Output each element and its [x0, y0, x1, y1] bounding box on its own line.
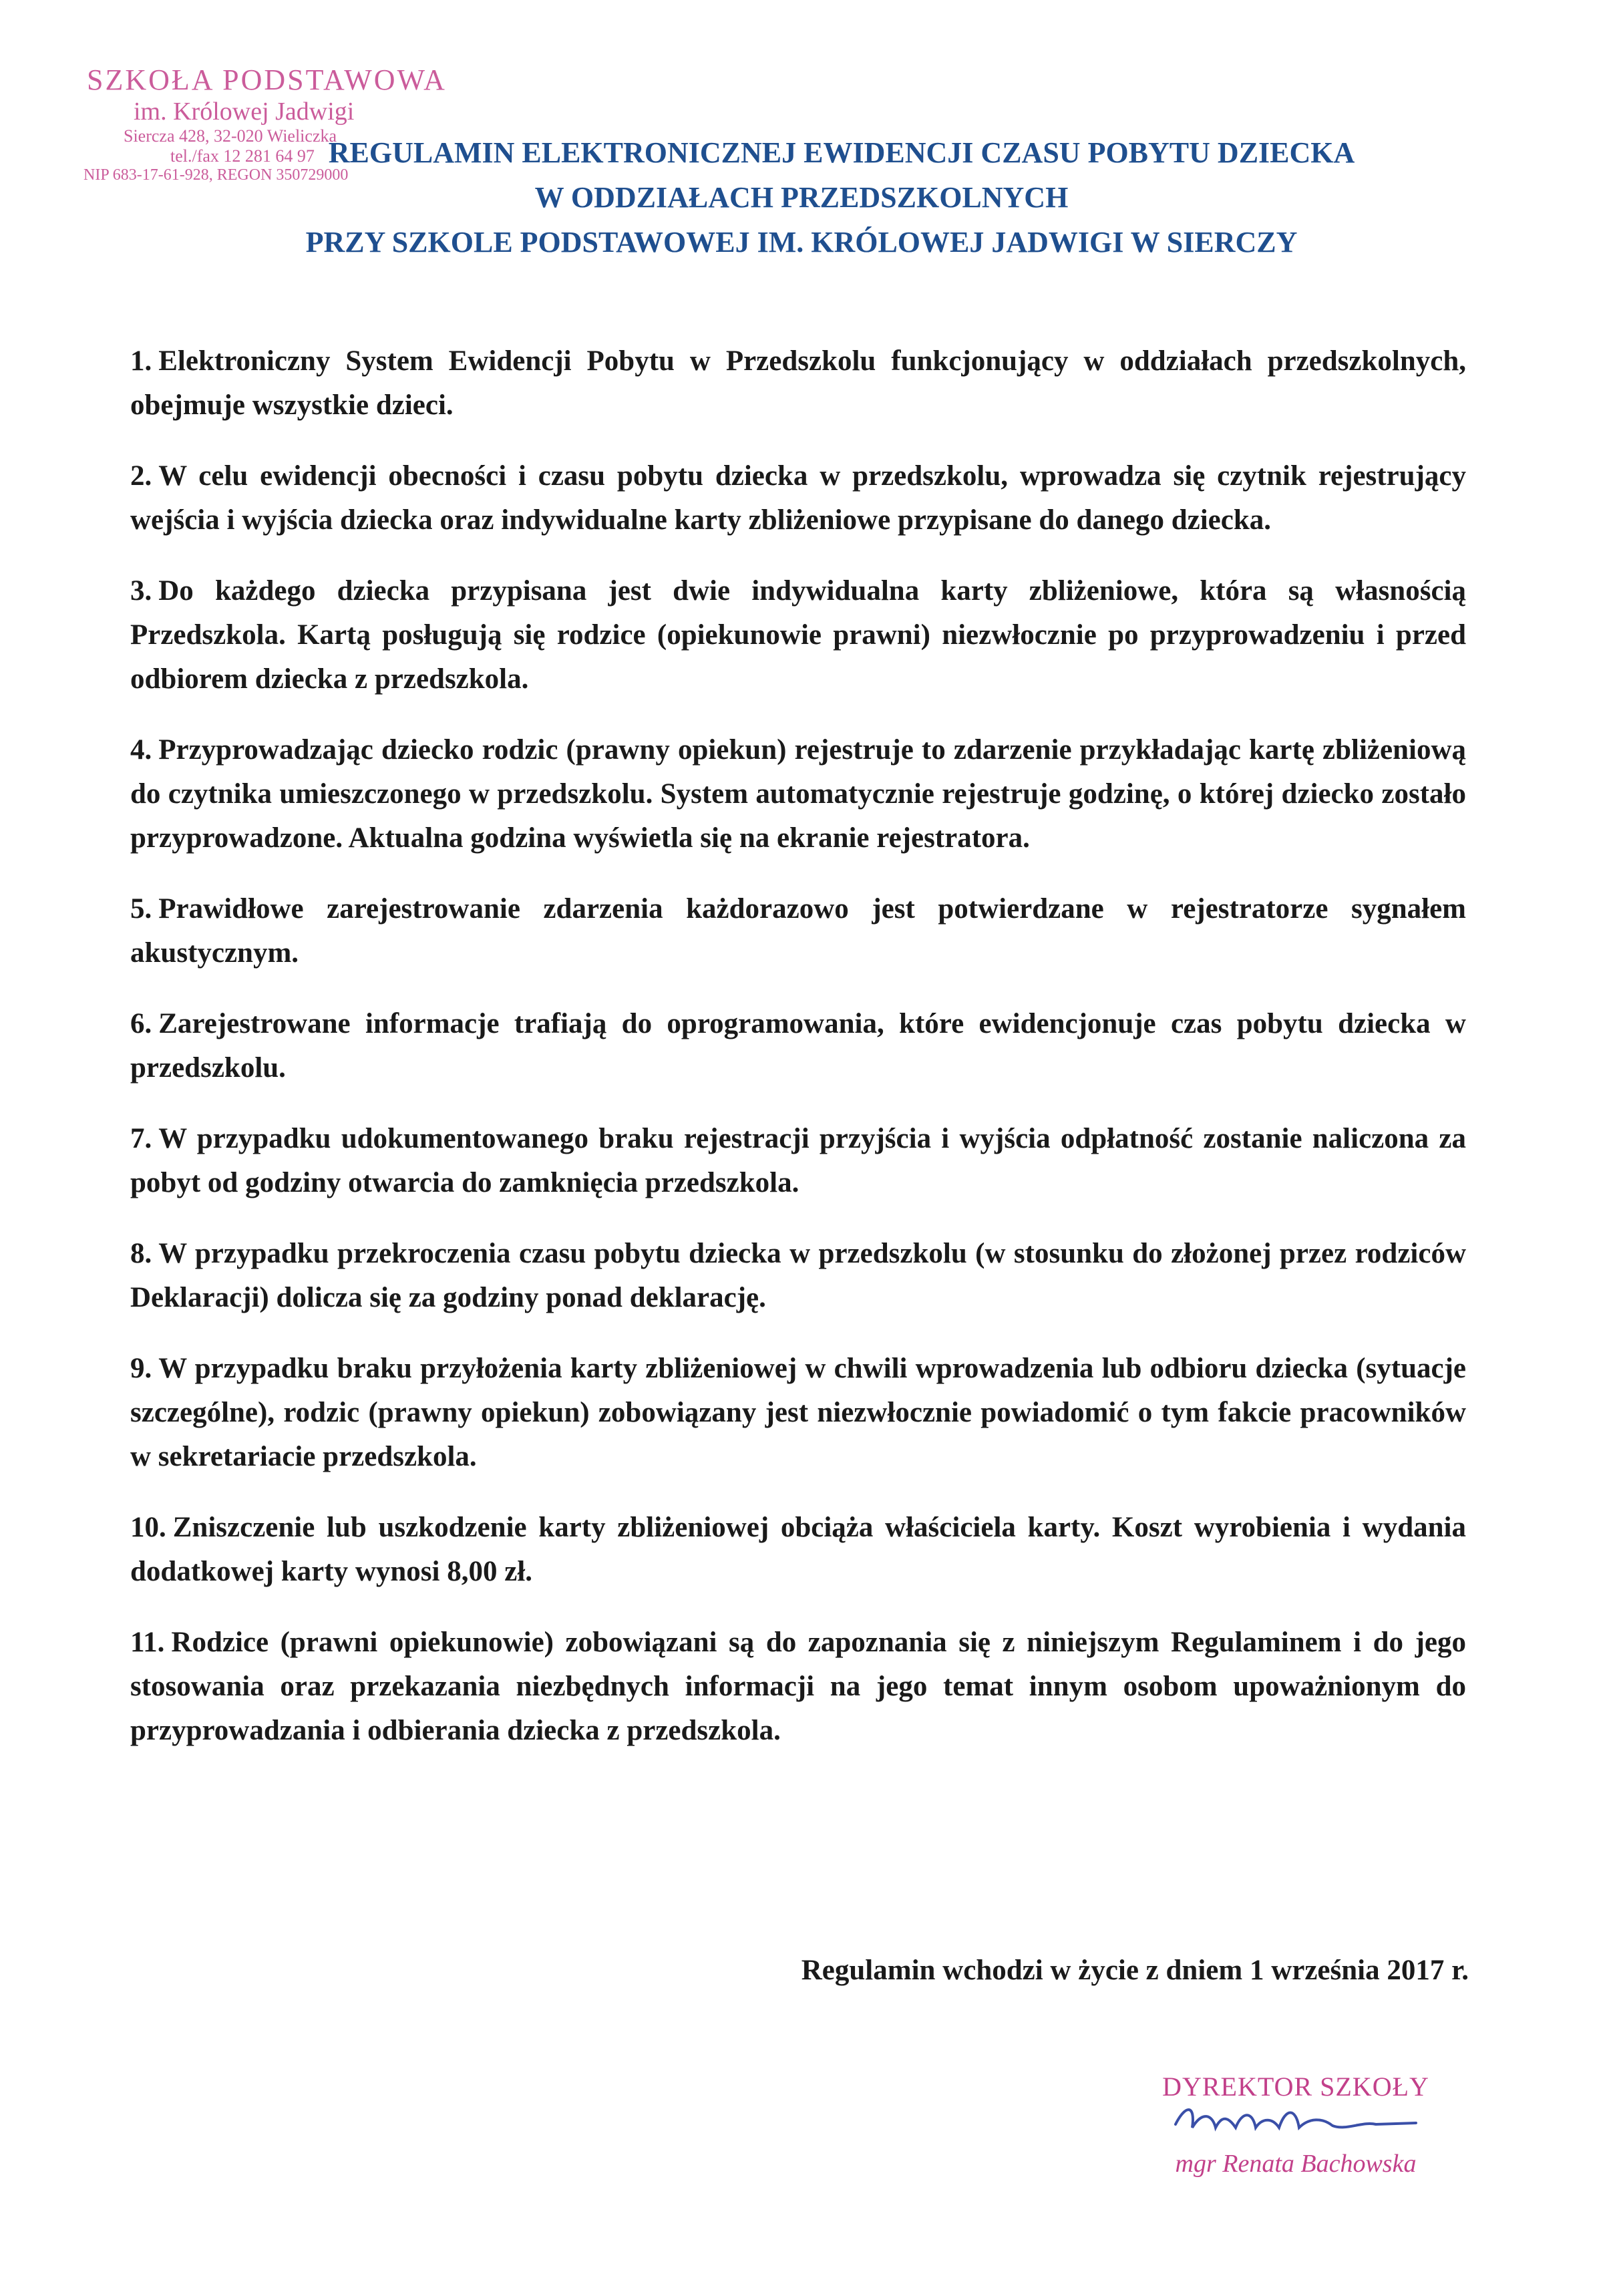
item-number: 2. — [130, 460, 152, 492]
regulation-item — [130, 339, 1466, 428]
title-line-3: PRZY SZKOLE PODSTAWOWEJ IM. KRÓLOWEJ JADWIGI W SIERCZY — [305, 226, 1298, 259]
document-title — [134, 130, 1469, 265]
item-text: Do każdego dziecka przypisana jest dwie indywidualna karty zbliżeniowe, która są własnością Przedszkola. Kartą posługują się rodzice (opiekunowie prawni) niezwłocznie po przyprowadzeniu i przed odbiorem dziecka z przedszkola. — [130, 575, 1466, 695]
stamp-phone: tel./fax 12 281 64 97 — [170, 146, 315, 166]
item-number: 6. — [130, 1008, 152, 1039]
regulation-item — [130, 887, 1466, 975]
item-number: 8. — [130, 1238, 152, 1269]
item-text: Elektroniczny System Ewidencji Pobytu w Przedszkolu funkcjonujący w oddziałach przedszkolnych, obejmuje wszystkie dzieci. — [130, 345, 1466, 421]
signature-name: mgr Renata Bachowska — [1175, 2150, 1417, 2178]
stamp-patron: im. Królowej Jadwigi — [134, 97, 355, 126]
item-number: 1. — [130, 345, 152, 377]
stamp-school-name: SZKOŁA PODSTAWOWA — [87, 63, 447, 96]
item-text: W przypadku braku przyłożenia karty zbliżeniowej w chwili wprowadzenia lub odbioru dziecka (sytuacje szczególne), rodzic (prawny opiekun) zobowiązany jest niezwłocznie powiadomić o tym fakcie pracowników w sekretariacie przedszkola. — [130, 1353, 1466, 1472]
stamp-nip-regon: NIP 683-17-61-928, REGON 350729000 — [83, 166, 349, 184]
item-number: 5. — [130, 893, 152, 925]
item-number: 11. — [130, 1627, 165, 1658]
item-number: 10. — [130, 1512, 166, 1543]
regulation-item — [130, 569, 1466, 701]
item-text: Rodzice (prawni opiekunowie) zobowiązani są do zapoznania się z niniejszym Regulaminem i do jego stosowania oraz przekazania niezbędnych informacji na jego temat innym osobom upoważnionym do przyprowadzania i odbierania dziecka z przedszkola. — [130, 1627, 1466, 1746]
effective-date: Regulamin wchodzi w życie z dniem 1 września 2017 r. — [801, 1955, 1469, 1986]
regulation-item — [130, 1506, 1466, 1594]
item-number: 7. — [130, 1123, 152, 1154]
regulation-item — [130, 1347, 1466, 1479]
regulation-item — [130, 1002, 1466, 1090]
title-line-2: W ODDZIAŁACH PRZEDSZKOLNYCH — [534, 181, 1069, 214]
item-text: W przypadku przekroczenia czasu pobytu dziecka w przedszkolu (w stosunku do złożonej przez rodziców Deklaracji) dolicza się za godziny ponad deklarację. — [130, 1238, 1466, 1313]
handwritten-signature — [1162, 2098, 1443, 2144]
stamp-address: Siercza 428, 32-020 Wieliczka — [124, 126, 337, 146]
regulation-item — [130, 1117, 1466, 1205]
signature-role: DYREKTOR SZKOŁY — [1162, 2072, 1429, 2102]
regulation-item — [130, 728, 1466, 860]
signature-block — [1122, 2071, 1469, 2178]
item-number: 9. — [130, 1353, 152, 1384]
item-text: W przypadku udokumentowanego braku rejestracji przyjścia i wyjścia odpłatność zostanie naliczona za pobyt od godziny otwarcia do zamknięcia przedszkola. — [130, 1123, 1466, 1198]
item-text: W celu ewidencji obecności i czasu pobytu dziecka w przedszkolu, wprowadza się czytnik rejestrujący wejścia i wyjścia dziecka oraz indywidualne karty zbliżeniowe przypisane do danego dziecka. — [130, 460, 1466, 536]
regulation-list — [130, 339, 1466, 1780]
item-text: Zarejestrowane informacje trafiają do oprogramowania, które ewidencjonuje czas pobytu dziecka w przedszkolu. — [130, 1008, 1466, 1084]
item-text: Przyprowadzając dziecko rodzic (prawny opiekun) rejestruje to zdarzenie przykładając kartę zbliżeniową do czytnika umieszczonego w przedszkolu. System automatycznie rejestruje godzinę, o której dziecko zostało przyprowadzone. Aktualna godzina wyświetla się na ekranie rejestratora. — [130, 734, 1466, 854]
title-line-1: REGULAMIN ELEKTRONICZNEJ EWIDENCJI CZASU POBYTU DZIECKA — [328, 136, 1355, 169]
item-number: 3. — [130, 575, 152, 607]
regulation-item — [130, 1621, 1466, 1753]
item-number: 4. — [130, 734, 152, 766]
item-text: Zniszczenie lub uszkodzenie karty zbliżeniowej obciąża właściciela karty. Koszt wyrobienia i wydania dodatkowej karty wynosi 8,00 zł. — [130, 1512, 1466, 1587]
item-text: Prawidłowe zarejestrowanie zdarzenia każdorazowo jest potwierdzane w rejestratorze sygnałem akustycznym. — [130, 893, 1466, 969]
regulation-item — [130, 454, 1466, 542]
regulation-item — [130, 1232, 1466, 1320]
